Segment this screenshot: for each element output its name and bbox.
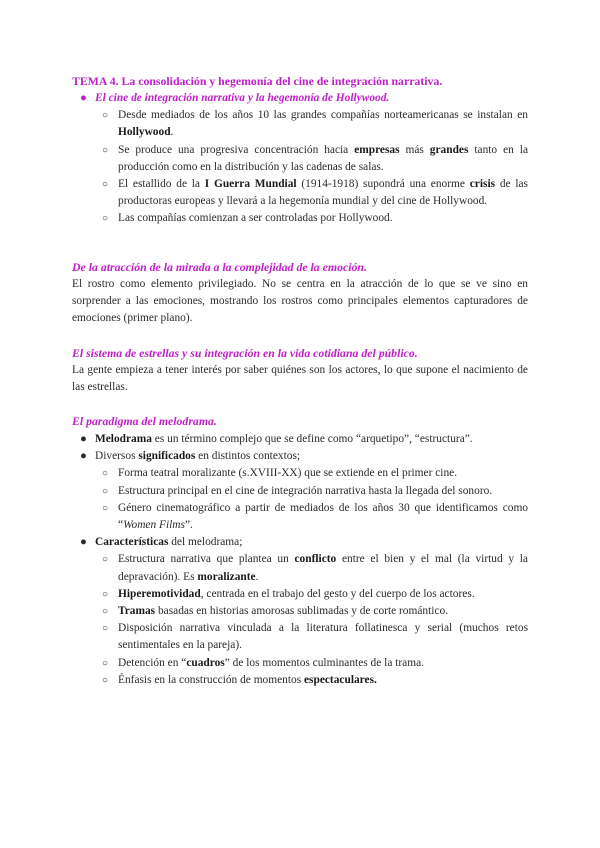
bold-text: Tramas [118,605,156,618]
list-item [72,655,528,672]
bold-text: significados [138,450,196,463]
list-item [72,551,528,585]
list-item [72,603,528,620]
text: ”. [184,519,193,532]
text: Énfasis en la construcción de momentos [118,673,304,686]
bullet-label: El cine de integración narrativa y la hegemonía de Hollywood. [95,92,390,104]
section-hollywood [72,90,528,228]
section-heading-emocion: De la atracción de la mirada a la complejidad de la emoción. [72,260,367,274]
bold-text: cuadros [186,656,225,669]
list-item [72,620,528,654]
text: Las compañías comienzan a ser controladas por Hollywood. [118,212,393,225]
sublist [72,107,528,227]
bold-text: conflicto [294,553,337,566]
text: (1914-1918) supondrá una enorme [296,178,470,191]
list-item [72,586,528,603]
list-item [72,448,528,534]
list-item [72,465,528,482]
list-item [72,210,528,227]
bold-text: Melodrama [95,433,152,445]
list-item [72,142,528,176]
text: entre el bien y el mal (la virtud y la depravación). Es [118,553,528,583]
circle-bullet-icon: ○ [102,144,109,156]
list-item [72,483,528,500]
paragraph-emocion: El rostro como elemento privilegiado. No se centra en la atracción de lo que se ve sino en sorprender a las emociones, mostrando los rostros como principales elementos capturadores de emociones (primer plano). [72,278,528,325]
bold-text: espectaculares. [304,673,377,686]
text: El estallido de la [118,178,205,191]
bold-text: empresas [354,143,400,156]
paragraph-estrellas: La gente empieza a tener interés por saber quiénes son los actores, lo que supone el nacimiento de las estrellas. [72,364,528,394]
text: ” de los momentos culminantes de la trama. [224,656,424,669]
text: basadas en historias amorosas sublimadas y de corte romántico. [155,605,449,618]
list-item [72,500,528,534]
circle-bullet-icon: ○ [102,213,109,225]
text: Desde mediados de los años 10 las grandes compañías norteamericanas se instalan en [118,109,528,122]
list-item [72,90,528,228]
text: es un término complejo que se define como “arquetipo”, “estructura”. [151,433,473,445]
bold-text: Hollywood [118,126,171,139]
bold-text: grandes [429,143,469,156]
circle-bullet-icon: ○ [102,606,109,618]
circle-bullet-icon: ○ [102,179,109,191]
text: . [255,570,259,583]
text: Detención en “ [118,656,187,669]
bold-text: Características [95,536,169,549]
text: Estructura principal en el cine de integración narrativa hasta la llegada del sonoro. [118,484,493,497]
text: Forma teatral moralizante (s.XVIII-XX) que se extiende en el primer cine. [118,467,458,480]
bold-text: crisis [469,178,496,191]
text: tanto en la producción como en la distribución y las cadenas de salas. [118,143,528,173]
text: . [170,126,174,139]
sublist [72,551,528,689]
text: Género cinematográfico a partir de mediados de los años 30 que identificamos como “ [118,501,528,532]
circle-bullet-icon: ○ [102,468,109,480]
list-item [72,107,528,141]
bold-text: moralizante [197,570,256,583]
section-heading-melodrama: El paradigma del melodrama. [72,414,217,428]
bullet-icon: ● [80,92,87,104]
list-item [72,534,528,689]
bullet-icon: ● [80,450,87,463]
text: , centrada en el trabajo del gesto y del cuerpo de los actores. [200,587,475,600]
circle-bullet-icon: ○ [102,623,109,635]
text: en distintos contextos; [195,450,301,463]
section-melodrama-list [72,431,528,689]
circle-bullet-icon: ○ [102,588,109,600]
text: de las productoras europeas y llevará a la hegemonía mundial y del cine de Hollywood. [118,178,528,208]
text: Estructura narrativa que plantea un [118,553,295,566]
list-item [72,431,528,448]
text: Se produce una progresiva concentración hacia [118,143,355,156]
text: Diversos [95,450,139,463]
text: más [399,143,430,156]
circle-bullet-icon: ○ [102,554,109,566]
text: Disposición narrativa vinculada a la literatura follatinesca y serial (muchos retos sentimentales en la pareja). [118,622,528,652]
bold-text: Hiperemotividad [118,587,201,600]
circle-bullet-icon: ○ [102,110,109,122]
list-item [72,672,528,689]
bold-text: I Guerra Mundial [204,178,297,191]
circle-bullet-icon: ○ [102,674,109,686]
bullet-icon: ● [80,433,87,445]
circle-bullet-icon: ○ [102,485,109,497]
circle-bullet-icon: ○ [102,657,109,669]
text: del melodrama; [168,536,243,549]
list-item [72,176,528,210]
circle-bullet-icon: ○ [102,502,109,514]
sublist [72,465,528,534]
bullet-icon: ● [80,536,87,549]
italic-text: Women Films [123,519,185,532]
section-heading-estrellas: El sistema de estrellas y su integración en la vida cotidiana del público. [72,346,418,360]
document-title: TEMA 4. La consolidación y hegemonía del cine de integración narrativa. [72,74,443,88]
